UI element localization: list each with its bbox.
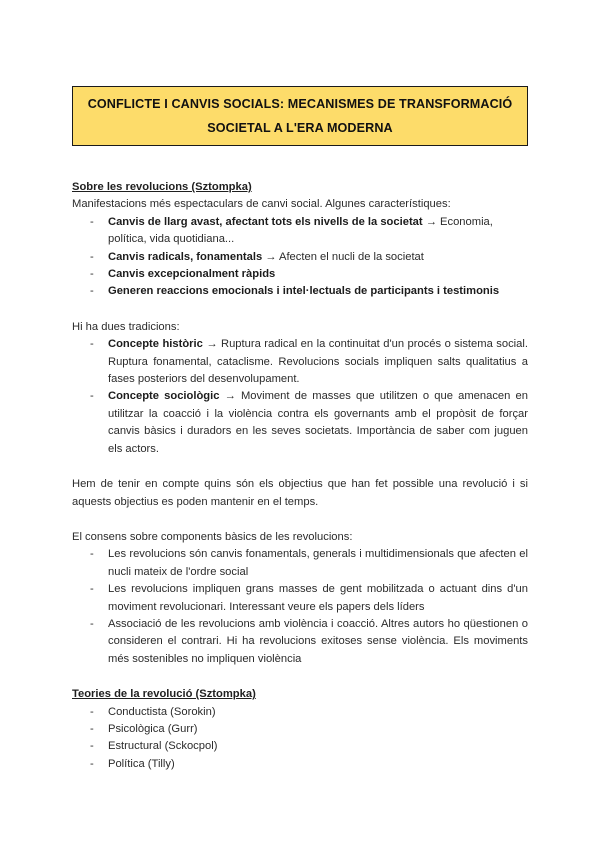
list-item-bold: Generen reaccions emocionals i intel·lectuals de participants i testimonis xyxy=(108,285,500,298)
list-item-bold: Canvis de llarg avast, afectant tots els nivells de la societat xyxy=(108,215,423,228)
list-item: - Conductista (Sorokin) xyxy=(108,704,528,721)
objectives-paragraph: Hem de tenir en compte quins són els objectius que han fet possible una revolució i si aquests objectius es poden mantenir en el temps. xyxy=(72,478,528,508)
list-item-text: → Moviment de masses que utilitzen o que amenacen en utilitzar la coacció i la violència contra els governants amb el propòsit de forçar canvis bàsics i duradors en les seves societats. Importància de saber com juguen els actors. xyxy=(108,390,528,455)
traditions-section xyxy=(72,319,528,458)
list-item-bold: Canvis radicals, fonamentals xyxy=(108,250,263,263)
list-item xyxy=(108,266,528,283)
list-item xyxy=(108,388,528,458)
list-item: - Política (Tilly) xyxy=(108,756,528,773)
revolutions-heading: Sobre les revolucions (Sztompka) xyxy=(72,181,252,193)
revolutions-list xyxy=(72,214,528,301)
theories-section xyxy=(72,686,528,773)
theories-heading: Teories de la revolució (Sztompka) xyxy=(72,688,256,701)
theories-list xyxy=(72,704,528,774)
list-item: - Associació de les revolucions amb violència i coacció. Altres autors ho qüestionen o consideren el contrari. Hi ha revolucions exitoses sense violència. Els moviments més sostenibles no impliquen violència xyxy=(108,616,528,668)
revolutions-section xyxy=(72,179,528,301)
title-line-2: SOCIETAL A L'ERA MODERNA xyxy=(207,121,393,135)
list-item xyxy=(108,283,528,300)
consensus-list xyxy=(72,546,528,668)
list-item: - Les revolucions són canvis fonamentals, generals i multidimensionals que afecten el nucli mateix de l'ordre social xyxy=(108,546,528,581)
list-item-bold: Concepte sociològic xyxy=(108,390,220,403)
title-box xyxy=(72,86,528,146)
traditions-intro: Hi ha dues tradicions: xyxy=(72,320,180,333)
revolutions-intro: Manifestacions més espectaculars de canvi social. Algunes característiques: xyxy=(72,198,451,211)
list-item-bold: Canvis excepcionalment ràpids xyxy=(108,268,276,281)
consensus-intro: El consens sobre components bàsics de les revolucions: xyxy=(72,530,353,543)
list-item-bold: Concepte històric xyxy=(108,338,203,351)
list-item-text: → Ruptura radical en la continuitat d'un procés o sistema social. Ruptura fonamental, cataclisme. Revolucions socials impliquen salts qualitatius a fases posteriors del desenvolupament. xyxy=(108,338,528,386)
document-page xyxy=(72,86,528,773)
list-item: - Psicològica (Gurr) xyxy=(108,721,528,738)
traditions-list xyxy=(72,336,528,458)
list-item xyxy=(108,249,528,266)
consensus-section xyxy=(72,529,528,668)
list-item-text: → Economia, política, vida quotidiana... xyxy=(108,215,493,246)
list-item xyxy=(108,214,528,249)
list-item-text: → Afecten el nucli de la societat xyxy=(262,250,424,263)
title-line-1: CONFLICTE I CANVIS SOCIALS: MECANISMES DE TRANSFORMACIÓ xyxy=(87,97,513,111)
list-item xyxy=(108,336,528,388)
list-item: - Les revolucions impliquen grans masses de gent mobilitzada o actuant dins d'un moviment revolucionari. Interessant veure els papers dels líders xyxy=(108,581,528,616)
list-item: - Estructural (Sckocpol) xyxy=(108,738,528,755)
